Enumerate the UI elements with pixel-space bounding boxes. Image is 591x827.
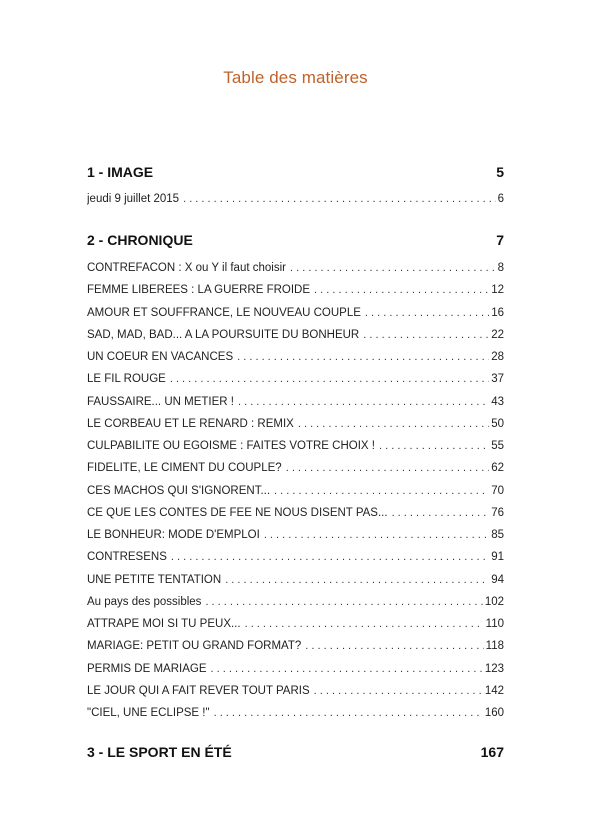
toc-entry[interactable]: [87, 663, 504, 679]
toc-entry-label: "CIEL, UNE ECLIPSE !": [87, 707, 210, 719]
toc-entry-label: CONTRESENS: [87, 551, 167, 564]
toc-entry-label: MARIAGE: PETIT OU GRAND FORMAT?: [87, 640, 302, 653]
toc-entry-label: AMOUR ET SOUFFRANCE, LE NOUVEAU COUPLE: [87, 306, 361, 319]
toc-entry-page: 16: [491, 306, 504, 319]
toc-entry-page: 22: [491, 328, 504, 341]
toc-entry-label: UNE PETITE TENTATION: [87, 573, 222, 586]
toc-section[interactable]: [87, 164, 504, 184]
toc-entry-page: 43: [491, 395, 504, 408]
toc-entry-page: 6: [497, 193, 504, 205]
toc-section-page: 167: [480, 744, 504, 760]
toc-entry-page: 8: [497, 262, 504, 274]
toc-dot-leader: [298, 418, 489, 430]
toc-entry-label: LE JOUR QUI A FAIT REVER TOUT PARIS: [87, 684, 310, 697]
toc-dot-leader: [214, 707, 483, 719]
toc-entry-label: jeudi 9 juillet 2015: [87, 193, 180, 205]
toc-entry-page: 123: [484, 662, 504, 675]
toc-title: Table des matières: [223, 68, 368, 87]
toc-entry-label: LE FIL ROUGE: [87, 373, 166, 386]
toc-section[interactable]: [87, 744, 504, 764]
toc-entry-label: FEMME LIBEREES : LA GUERRE FROIDE: [87, 284, 311, 297]
toc-entry-label: PERMIS DE MARIAGE: [87, 662, 207, 675]
toc-dot-leader: [238, 396, 489, 408]
toc-entry-label: CONTREFACON : X ou Y il faut choisir: [87, 262, 286, 274]
toc-entry-label: Au pays des possibles: [87, 595, 202, 608]
toc-entry-page: 37: [491, 373, 504, 386]
toc-entry[interactable]: [87, 618, 504, 634]
toc-dot-leader: [225, 574, 489, 586]
toc-entry-label: CES MACHOS QUI S'IGNORENT...: [87, 484, 271, 497]
toc-entry-page: 142: [484, 684, 504, 697]
toc-dot-leader: [171, 551, 489, 563]
toc-entry-page: 102: [484, 595, 504, 608]
toc-entry[interactable]: [87, 551, 504, 567]
toc-entry[interactable]: [87, 640, 504, 656]
toc-entry-page: 118: [485, 640, 504, 653]
toc-dot-leader: [183, 193, 496, 205]
toc-entry[interactable]: [87, 396, 504, 412]
toc-dot-leader: [274, 485, 489, 497]
toc-entry[interactable]: [87, 462, 504, 478]
toc-dot-leader: [211, 663, 483, 675]
toc-entry-label: FIDELITE, LE CIMENT DU COUPLE?: [87, 462, 282, 475]
toc-entry-label: ATTRAPE MOI SI TU PEUX...: [87, 618, 241, 630]
toc-dot-leader: [363, 329, 489, 341]
toc-entry-label: FAUSSAIRE... UN METIER !: [87, 395, 234, 408]
toc-section-label: 1 - IMAGE: [87, 164, 154, 180]
toc-entry-page: 91: [491, 551, 504, 564]
toc-entry-label: CE QUE LES CONTES DE FEE NE NOUS DISENT PAS...: [87, 506, 388, 519]
toc-section-page: 5: [496, 164, 504, 180]
toc-dot-leader: [205, 596, 482, 608]
toc-entry[interactable]: [87, 529, 504, 545]
toc-dot-leader: [245, 618, 484, 630]
toc-dot-leader: [237, 351, 489, 363]
toc-dot-leader: [314, 284, 489, 296]
toc-entry-page: 70: [491, 484, 504, 497]
toc-entry[interactable]: [87, 507, 504, 523]
toc-section-label: 3 - LE SPORT EN ÉTÉ: [87, 744, 232, 760]
toc-dot-leader: [305, 640, 483, 652]
toc-entry[interactable]: [87, 596, 504, 612]
toc-entry-page: 94: [491, 573, 504, 586]
toc-entry-label: UN COEUR EN VACANCES: [87, 351, 234, 363]
toc-entry[interactable]: [87, 440, 504, 456]
toc-entry[interactable]: [87, 351, 504, 367]
toc-entry-label: LE BONHEUR: MODE D'EMPLOI: [87, 529, 260, 541]
toc-entry-label: LE CORBEAU ET LE RENARD : REMIX: [87, 417, 294, 430]
toc-dot-leader: [286, 462, 490, 474]
toc-entry[interactable]: [87, 193, 504, 209]
toc-dot-leader: [365, 307, 489, 319]
toc-entry[interactable]: [87, 262, 504, 278]
toc-entry[interactable]: [87, 307, 504, 323]
toc-dot-leader: [314, 685, 483, 697]
toc-entry[interactable]: [87, 373, 504, 389]
toc-entry[interactable]: [87, 418, 504, 434]
toc-entry-page: 62: [491, 462, 504, 475]
toc-entry[interactable]: [87, 284, 504, 300]
toc-entry[interactable]: [87, 707, 504, 723]
toc-entry-page: 110: [485, 618, 504, 630]
toc-dot-leader: [290, 262, 496, 274]
toc-section-page: 7: [496, 232, 504, 248]
toc-entry-page: 28: [491, 351, 504, 363]
toc-entry-page: 76: [491, 506, 504, 519]
toc-entry[interactable]: [87, 485, 504, 501]
toc-entry[interactable]: [87, 685, 504, 701]
toc-section[interactable]: [87, 232, 504, 252]
toc-entry-label: SAD, MAD, BAD... A LA POURSUITE DU BONHEUR: [87, 328, 360, 341]
toc-dot-leader: [170, 373, 489, 385]
toc-entry-page: 85: [491, 529, 504, 541]
toc-entry-page: 50: [491, 417, 504, 430]
toc-dot-leader: [379, 440, 489, 452]
toc-section-label: 2 - CHRONIQUE: [87, 232, 193, 248]
toc-entry-page: 12: [491, 284, 504, 297]
toc-entry[interactable]: [87, 574, 504, 590]
toc-entry-page: 55: [491, 440, 504, 452]
toc-entry-page: 160: [484, 707, 504, 719]
toc-dot-leader: [392, 507, 490, 519]
toc-entry-label: CULPABILITE OU EGOISME : FAITES VOTRE CHOIX !: [87, 440, 375, 452]
toc-dot-leader: [264, 529, 489, 541]
toc-entry[interactable]: [87, 329, 504, 345]
